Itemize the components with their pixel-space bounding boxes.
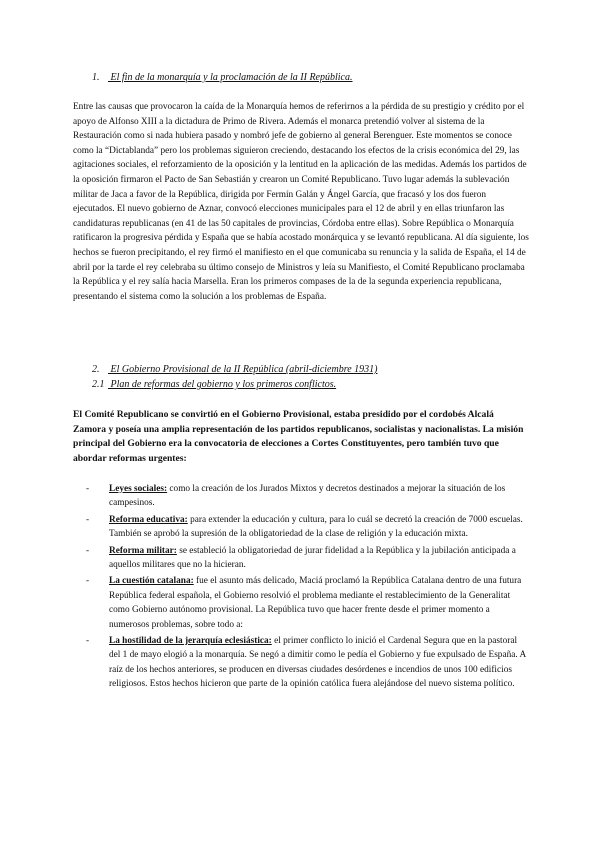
heading-number: 2.1 xyxy=(92,379,105,390)
list-item-text: el primer conflicto lo inició el Cardenal Segura que en la pastoral del 1 de mayo elogió a la monarquía. Se negó a dimitir como le pedía el Gobierno y fue expulsado de España. A raíz de los hechos anteriores, se producen en diversas ciudades desórdenes e incendios de unos 100 edificios religiosos. Estos hechos hicieron que parte de la opinión católica fuera alejándose del nuevo sistema político. xyxy=(109,636,526,690)
list-item xyxy=(86,574,528,632)
heading-number: 2. xyxy=(92,364,100,375)
heading-title: El fin de la monarquía y la proclamación de la II República. xyxy=(110,72,353,83)
list-item xyxy=(86,634,528,692)
heading-section-1 xyxy=(92,72,353,83)
heading-section-2 xyxy=(92,364,377,375)
list-item xyxy=(86,482,528,511)
bullet-dash: - xyxy=(86,484,90,494)
heading-number: 1. xyxy=(92,72,100,83)
list-item-term: La cuestión catalana: xyxy=(109,576,194,587)
bold-paragraph-text: El Comité Republicano se convirtió en el Gobierno Provisional, estaba presidido por el cordobés Alcalá Zamora y poseía una amplia representación de los partidos republicanos, socialistas y nacionalistas. La misión principal del Gobierno era la convocatoria de elecciones a Cortes Constituyentes, pero también tuvo que abordar reformas urgentes: xyxy=(73,409,524,464)
list-item xyxy=(86,544,528,573)
list-item-text: como la creación de los Jurados Mixtos y decretos destinados a mejorar la situación de los campesinos. xyxy=(109,484,506,509)
list-item-text: para extender la educación y cultura, para lo cuál se decretó la creación de 7000 escuelas. También se aprobó la supresión de la obligatoriedad de la clase de religión y la educación mixta. xyxy=(109,514,523,540)
intro-paragraph xyxy=(73,100,529,304)
list-item-text: fue el asunto más delicado, Maciá proclamó la República Catalana dentro de una futura República federal española, el Gobierno resolvió el problema mediante el restablecimiento de la Generalitat como Gobierno autónomo provisional. La República tuvo que hacer frente desde el primer momento a numerosos problemas, sobre todo a: xyxy=(109,576,522,630)
bullet-dash: - xyxy=(86,514,90,525)
list-item-text: se estableció la obligatoriedad de jurar fidelidad a la República y la jubilación anticipada a aquellos militares que no la hicieran. xyxy=(109,545,516,571)
heading-section-2-1 xyxy=(92,379,336,390)
bullet-dash: - xyxy=(86,545,90,556)
bold-intro-paragraph xyxy=(73,408,529,466)
reforms-list xyxy=(86,482,528,692)
list-item-term: Leyes sociales: xyxy=(109,484,168,494)
list-item xyxy=(86,513,528,542)
list-item-term: La hostilidad de la jerarquía eclesiástica: xyxy=(109,636,272,647)
intro-paragraph-text: Entre las causas que provocaron la caída de la Monarquía hemos de referirnos a la pérdida de su prestigio y crédito por el apoyo de Alfonso XIII a la dictadura de Primo de Rivera. Además el monarca pretendió volver al sistema de la Restauración como si nada hubiera pasado y nombró jefe de gobierno al general Berenguer. Este momentos se conoce como la “Dictablanda” pero los problemas siguieron creciendo, destacando los efectos de la crisis económica del 29, las agitaciones sociales, el reforzamiento de la oposición y la lentitud en la aplicación de las medidas. Además los partidos de la oposición firmaron el Pacto de San Sebastián y crearon un Comité Republicano. Tuvo lugar además la sublevación militar de Jaca a favor de la República, dirigida por Fermín Galán y Ángel García, que fracasó y los dos fueron ejecutados. El nuevo gobierno de Aznar, convocó elecciones municipales para el 12 de abril y en ellas triunfaron las candidaturas republicanas (en 41 de las 50 capitales de provincias, Córdoba entre ellas). Sobre República o Monarquía ratificaron la progresiva pérdida y España que se había acostado monárquica y se levantó republicana. Al día siguiente, los hechos se fueron precipitando, el rey firmó el manifiesto en el que comunicaba su renuncia y la salida de España, el 14 de abril por la tarde el rey celebraba su último consejo de Ministros y leía su Manifiesto, el Comité Republicano proclamaba la República y el rey salía hacia Marsella. Eran los primeros compases de la de la segunda experiencia republicana, presentando el sistema como la solución a los problemas de España. xyxy=(73,102,529,302)
bullet-dash: - xyxy=(86,636,90,647)
list-item-term: Reforma educativa: xyxy=(109,514,188,525)
bullet-dash: - xyxy=(86,576,90,587)
list-item-term: Reforma militar: xyxy=(109,545,177,556)
heading-title: El Gobierno Provisional de la II República (abril-diciembre 1931) xyxy=(110,364,378,375)
heading-title: Plan de reformas del gobierno y los primeros conflictos. xyxy=(110,379,337,390)
